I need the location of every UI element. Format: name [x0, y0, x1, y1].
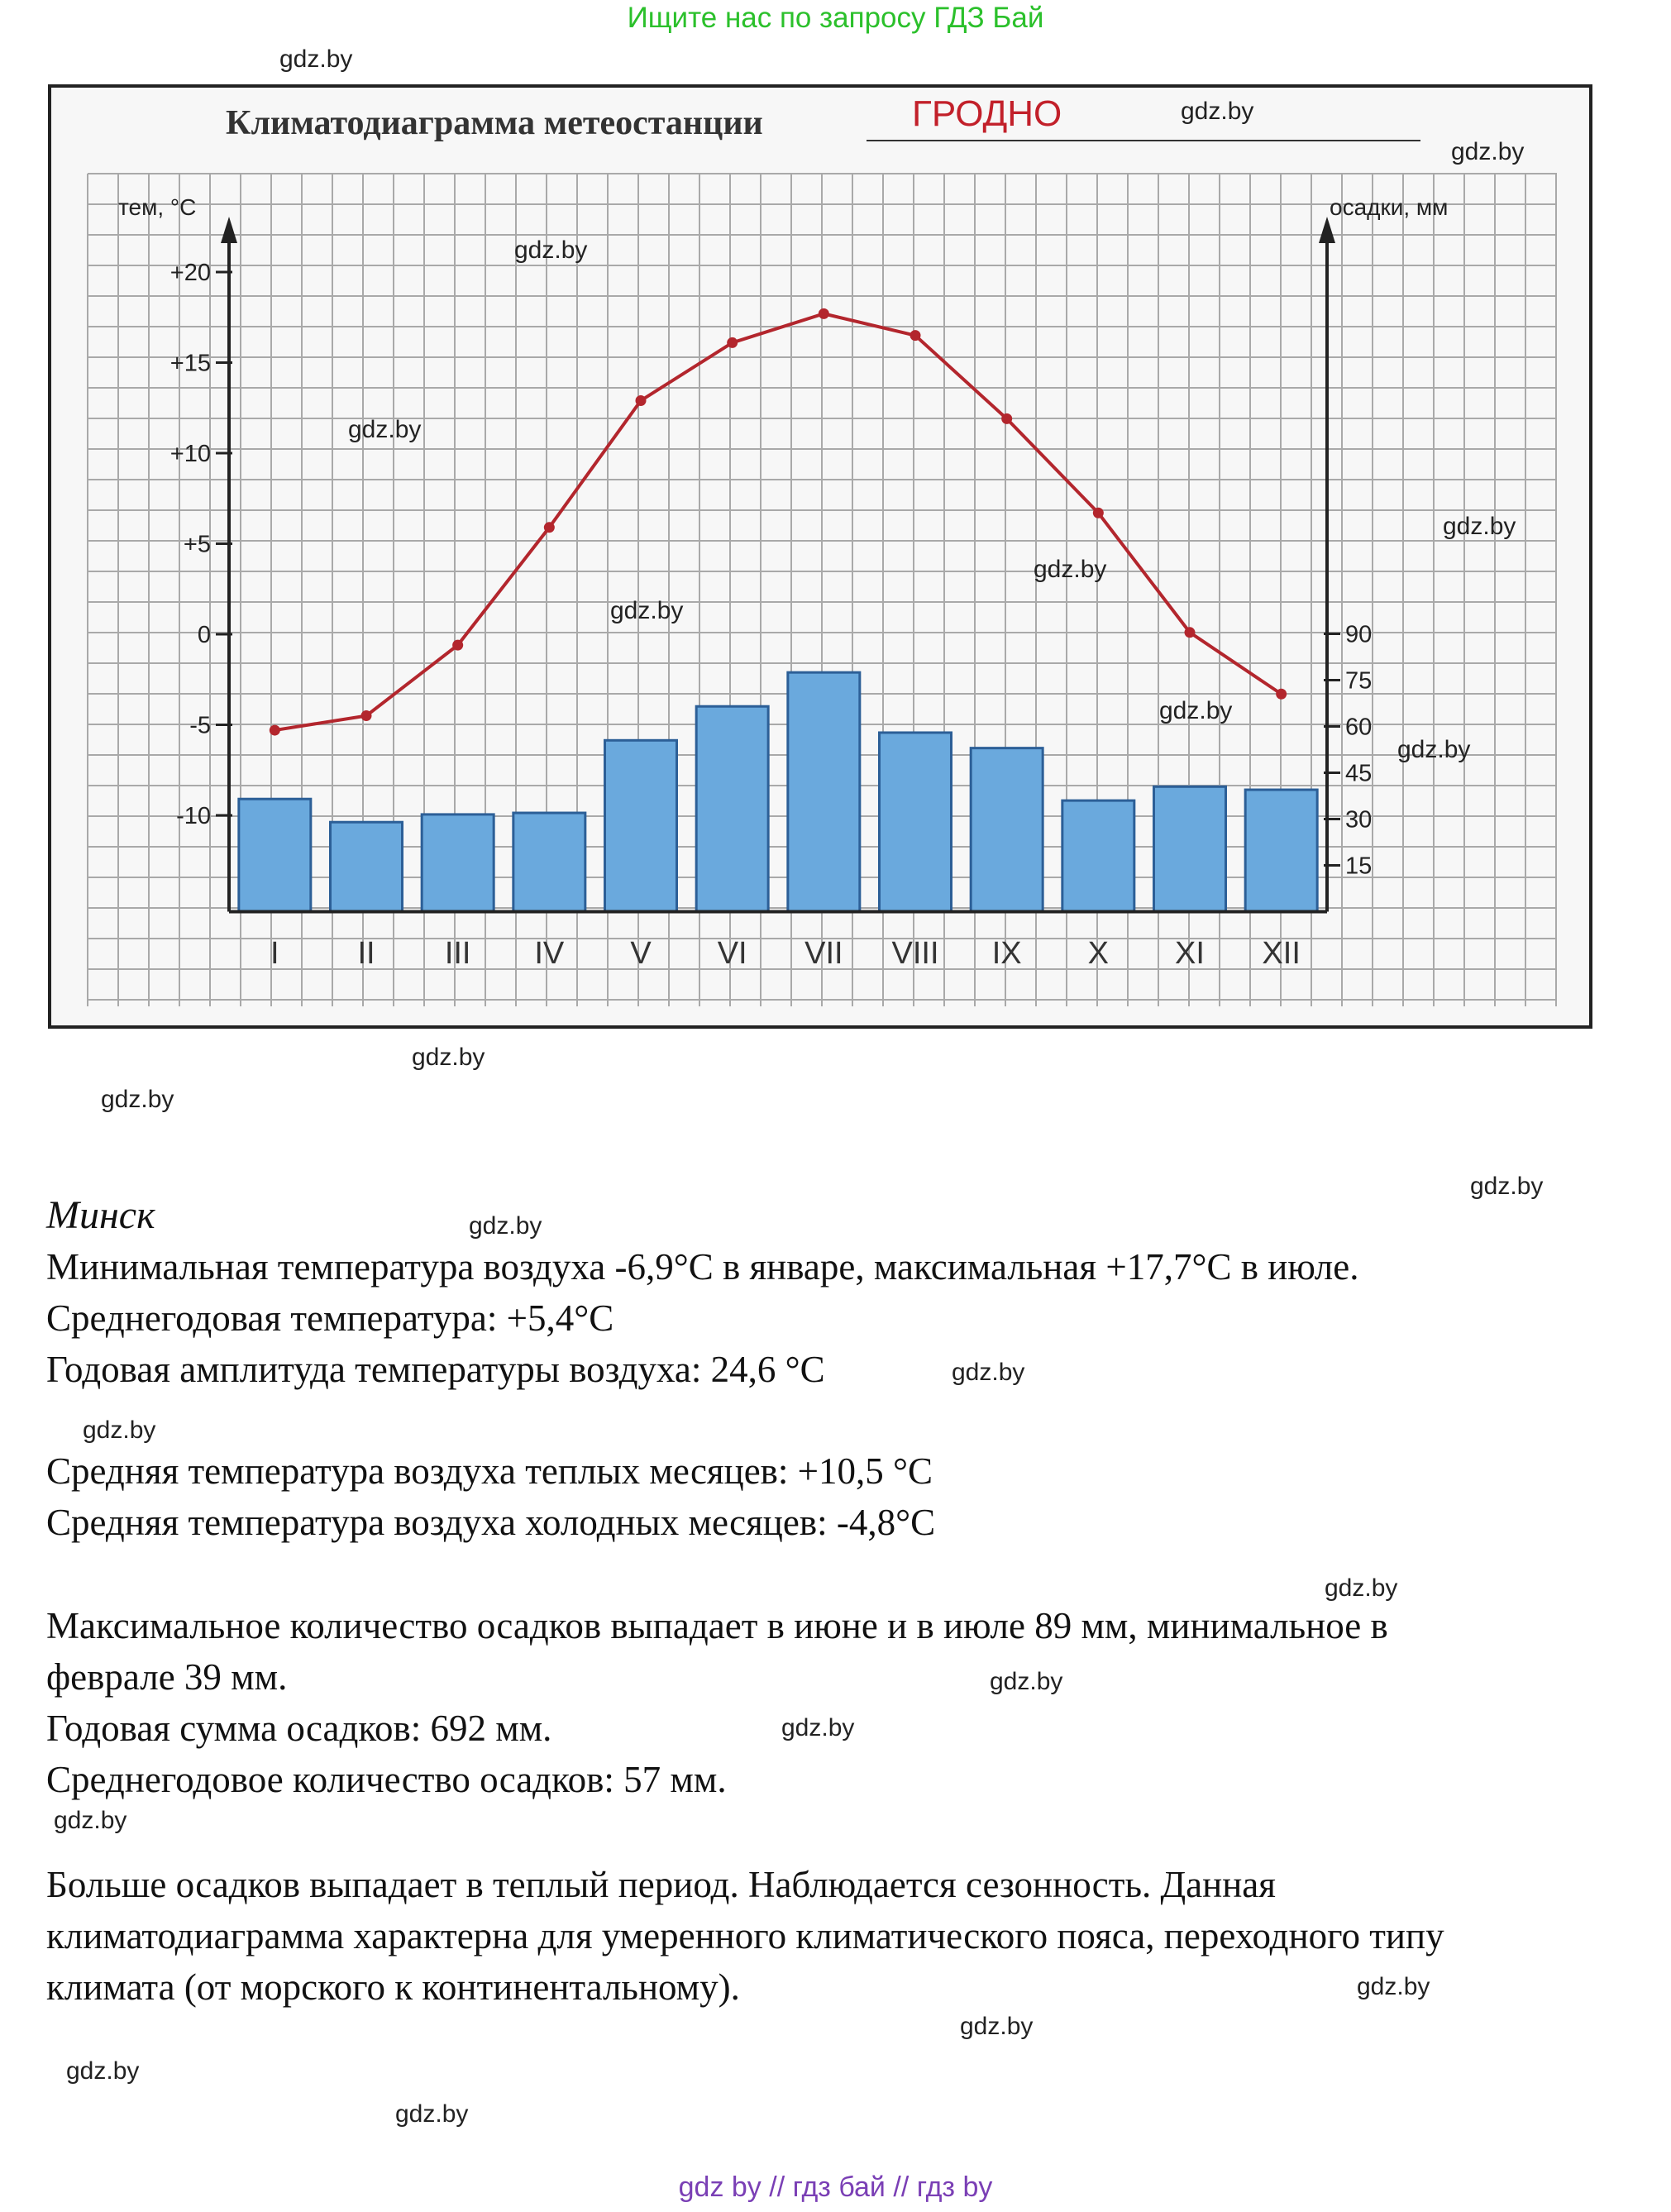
watermark: gdz.by: [1034, 556, 1107, 583]
watermark: gdz.by: [469, 1212, 542, 1240]
watermark: gdz.by: [1451, 138, 1525, 165]
temperature-point: [727, 337, 738, 348]
month-label: X: [1087, 936, 1110, 971]
month-label: I: [270, 936, 279, 971]
right-tick-label: 45: [1345, 760, 1373, 787]
precipitation-bar: [513, 813, 585, 911]
watermark: gdz.by: [412, 1044, 485, 1071]
answer-line: Годовая сумма осадков: 692 мм.: [46, 1708, 552, 1749]
watermark: gdz.by: [1443, 513, 1516, 540]
right-tick-label: 90: [1345, 621, 1373, 648]
left-tick-label: +5: [183, 531, 211, 558]
precipitation-bar: [788, 672, 860, 911]
left-tick-label: -5: [189, 712, 211, 739]
search-hint-link[interactable]: Ищите нас по запросу ГДЗ Бай: [627, 2, 1044, 34]
chart-title: Климатодиаграмма метеостанции: [226, 104, 763, 142]
footer-links[interactable]: gdz by // гдз бай // гдз by: [678, 2171, 993, 2203]
watermark: gdz.by: [66, 2057, 140, 2085]
watermark: gdz.by: [1357, 1973, 1430, 2000]
temperature-point: [636, 395, 647, 406]
answer-line: феврале 39 мм.: [46, 1656, 288, 1698]
month-label: XI: [1175, 936, 1205, 971]
temperature-line: [275, 313, 1281, 730]
answer-block-temperature: [46, 1190, 1617, 1395]
left-tick-label: +20: [169, 260, 211, 286]
right-axis-label: осадки, мм: [1330, 194, 1449, 220]
answer-block-precipitation: [46, 1600, 1617, 1805]
watermark: gdz.by: [395, 2100, 469, 2128]
precipitation-bar: [239, 799, 311, 911]
watermark: gdz.by: [514, 236, 588, 264]
watermark: gdz.by: [348, 416, 422, 443]
climate-chart: [48, 84, 1592, 1029]
watermark: gdz.by: [1470, 1173, 1544, 1200]
city-name: Минск: [46, 1193, 155, 1237]
watermark: gdz.by: [83, 1417, 156, 1444]
answer-line: Среднегодовое количество осадков: 57 мм.: [46, 1759, 727, 1800]
month-label: VII: [804, 936, 843, 971]
right-axis-arrow: [1319, 217, 1335, 243]
right-tick-label: 30: [1345, 806, 1373, 834]
watermark: gdz.by: [952, 1359, 1025, 1386]
temperature-point: [1185, 627, 1196, 638]
answer-line: Максимальное количество осадков выпадает в июне и в июле 89 мм, минимальное в: [46, 1605, 1388, 1646]
temperature-point: [544, 522, 555, 533]
answer-line: Минимальная температура воздуха -6,9°С в январе, максимальная +17,7°С в июле.: [46, 1246, 1359, 1288]
temperature-point: [910, 330, 921, 341]
answer-line: Средняя температура воздуха теплых месяцев: +10,5 °С: [46, 1450, 933, 1492]
answer-block-seasonal-temps: [46, 1445, 1617, 1548]
right-tick-label: 15: [1345, 853, 1373, 880]
temperature-point: [1093, 508, 1104, 518]
left-tick-label: -10: [176, 803, 211, 829]
answer-line: Средняя температура воздуха холодных месяцев: -4,8°С: [46, 1502, 936, 1543]
answer-line: Среднегодовая температура: +5,4°С: [46, 1297, 614, 1339]
temperature-point: [452, 640, 463, 651]
month-label: XII: [1262, 936, 1301, 971]
station-name: ГРОДНО: [912, 93, 1062, 134]
left-axis-arrow: [221, 217, 237, 243]
watermark: gdz.by: [781, 1714, 855, 1741]
left-tick-label: 0: [197, 622, 211, 648]
month-label: VI: [717, 936, 747, 971]
precipitation-bar: [1154, 786, 1226, 911]
right-tick-label: 75: [1345, 667, 1373, 695]
month-label: IX: [991, 936, 1022, 971]
watermark: gdz.by: [54, 1807, 127, 1834]
temperature-point: [361, 710, 372, 721]
precipitation-bar: [1062, 800, 1134, 911]
watermark: gdz.by: [990, 1668, 1063, 1695]
temperature-point: [1001, 413, 1012, 424]
temperature-point: [1276, 689, 1287, 700]
month-label: II: [357, 936, 375, 971]
precipitation-bar: [971, 748, 1043, 912]
left-tick-label: +10: [169, 441, 211, 467]
watermark: gdz.by: [1159, 697, 1233, 724]
month-label: IV: [534, 936, 565, 971]
watermark: gdz.by: [1325, 1574, 1398, 1602]
watermark: gdz.by: [1397, 736, 1471, 763]
precipitation-bar: [605, 740, 677, 911]
watermark: gdz.by: [960, 2013, 1034, 2040]
answer-line: климата (от морского к континентальному).: [46, 1966, 740, 2008]
temperature-point: [270, 725, 280, 736]
watermark: gdz.by: [1181, 98, 1254, 125]
precipitation-bar: [1245, 790, 1317, 911]
precipitation-bar: [880, 733, 952, 912]
month-label: V: [630, 936, 652, 971]
temperature-point: [819, 308, 829, 319]
answer-line: Больше осадков выпадает в теплый период. Наблюдается сезонность. Данная: [46, 1864, 1276, 1905]
precipitation-bar: [331, 822, 403, 911]
precipitation-bar: [696, 706, 768, 911]
right-tick-label: 60: [1345, 714, 1373, 741]
answer-block-conclusion: [46, 1859, 1617, 2013]
answer-line: Годовая амплитуда температуры воздуха: 24,6 °С: [46, 1349, 825, 1390]
watermark: gdz.by: [610, 597, 684, 624]
answer-line: климатодиаграмма характерна для умеренного климатического пояса, переходного типу: [46, 1915, 1444, 1956]
watermark: gdz.by: [101, 1086, 174, 1113]
month-label: III: [444, 936, 471, 971]
precipitation-bar: [422, 815, 494, 912]
month-label: VIII: [891, 936, 939, 971]
left-tick-label: +15: [169, 350, 211, 377]
watermark: gdz.by: [279, 45, 353, 73]
left-axis-label: тем, °С: [118, 194, 197, 220]
